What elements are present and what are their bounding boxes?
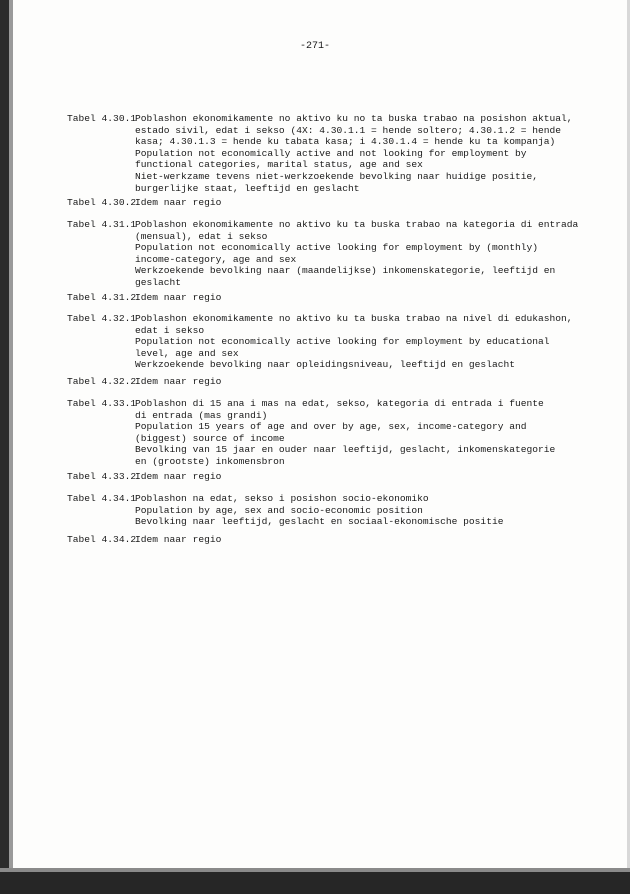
description-line: level, age and sex xyxy=(135,347,239,359)
description-line: income-category, age and sex xyxy=(135,253,297,265)
description-line: kasa; 4.30.1.3 = hende ku tabata kasa; i 4.30.1.4 = hende ku ta kompanja) xyxy=(135,136,556,148)
description-line: Bevolking van 15 jaar en ouder naar leeftijd, geslacht, inkomenskategorie xyxy=(135,444,556,456)
description-line: Poblashon na edat, sekso i posishon socio-ekonomiko xyxy=(135,493,429,504)
page-number: -271- xyxy=(299,41,330,52)
table-entry-description xyxy=(135,219,578,289)
description-line: Niet-werkzame tevens niet-werkzoekende bevolking naar huidige positie, xyxy=(135,170,539,182)
table-entry xyxy=(67,398,555,468)
table-entry xyxy=(67,471,221,483)
table-entry-label: Tabel 4.34.1 xyxy=(67,493,137,504)
description-line: (mensual), edat i sekso xyxy=(135,230,268,242)
table-entry-label: Tabel 4.34.2 xyxy=(67,534,137,545)
description-line: Werkzoekende bevolking naar opleidingsniveau, leeftijd en geslacht xyxy=(135,359,515,371)
description-line: Poblashon di 15 ana i mas na edat, sekso, kategoria di entrada i fuente xyxy=(135,398,544,409)
description-line: Population not economically active looking for employment by (monthly) xyxy=(135,242,539,254)
description-line: Idem naar regio xyxy=(135,292,222,303)
description-line: Bevolking naar leeftijd, geslacht en sociaal-ekonomische positie xyxy=(135,516,504,528)
table-entry-label: Tabel 4.33.2 xyxy=(67,471,137,482)
table-entry-label: Tabel 4.30.1 xyxy=(67,113,137,124)
table-entry-description xyxy=(135,493,503,528)
table-entry-description xyxy=(135,376,221,388)
table-entry xyxy=(67,219,578,289)
description-line: Idem naar regio xyxy=(135,534,222,545)
table-entry-label: Tabel 4.30.2 xyxy=(67,197,137,208)
table-entry-description xyxy=(135,313,573,371)
table-entry xyxy=(67,292,221,304)
description-line: edat i sekso xyxy=(135,324,205,336)
scan-edge-left xyxy=(0,0,9,894)
description-line: functional categories, marital status, age and sex xyxy=(135,159,423,171)
table-entry-description xyxy=(135,113,573,194)
table-entry xyxy=(67,313,573,371)
table-entry xyxy=(67,113,573,194)
table-entry xyxy=(67,197,221,209)
table-entry-label: Tabel 4.33.1 xyxy=(67,398,137,409)
table-entry xyxy=(67,534,221,546)
table-entry xyxy=(67,493,503,528)
description-line: Population 15 years of age and over by age, sex, income-category and xyxy=(135,421,527,433)
table-entry-description xyxy=(135,471,221,483)
description-line: Idem naar regio xyxy=(135,376,222,387)
description-line: Idem naar regio xyxy=(135,197,222,208)
table-entry-description xyxy=(135,534,221,546)
description-line: Population not economically active looking for employment by educational xyxy=(135,336,550,348)
table-entry-label: Tabel 4.32.2 xyxy=(67,376,137,387)
description-line: en (grootste) inkomensbron xyxy=(135,455,285,467)
description-line: Idem naar regio xyxy=(135,471,222,482)
description-line: Poblashon ekonomikamente no aktivo ku ta buska trabao na kategoria di entrada xyxy=(135,219,579,230)
description-line: (biggest) source of income xyxy=(135,432,285,444)
description-line: geslacht xyxy=(135,276,182,288)
table-entry-label: Tabel 4.31.2 xyxy=(67,292,137,303)
scan-edge-left-shadow xyxy=(9,0,13,894)
description-line: Population not economically active and not looking for employment by xyxy=(135,147,527,159)
scan-edge-bottom xyxy=(0,872,630,894)
table-entry xyxy=(67,376,221,388)
table-entry-label: Tabel 4.32.1 xyxy=(67,313,137,324)
description-line: burgerlijke staat, leeftijd en geslacht xyxy=(135,182,360,194)
description-line: Population by age, sex and socio-economic position xyxy=(135,504,423,516)
description-line: Poblashon ekonomikamente no aktivo ku no ta buska trabao na posishon aktual, xyxy=(135,113,573,124)
table-entry-description xyxy=(135,292,221,304)
description-line: di entrada (mas grandi) xyxy=(135,409,268,421)
table-entry-description xyxy=(135,197,221,209)
table-entry-label: Tabel 4.31.1 xyxy=(67,219,137,230)
description-line: Werkzoekende bevolking naar (maandelijkse) inkomenskategorie, leeftijd en xyxy=(135,265,556,277)
description-line: estado sivil, edat i sekso (4X: 4.30.1.1 = hende soltero; 4.30.1.2 = hende xyxy=(135,124,562,136)
table-entry-description xyxy=(135,398,555,468)
description-line: Poblashon ekonomikamente no aktivo ku ta buska trabao na nivel di edukashon, xyxy=(135,313,573,324)
